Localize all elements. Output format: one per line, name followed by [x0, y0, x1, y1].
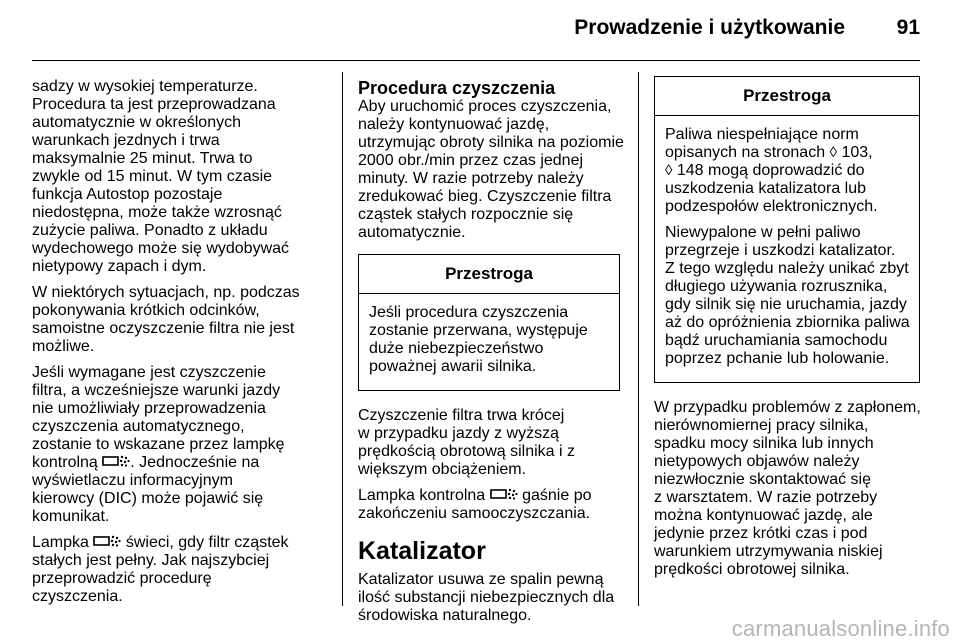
text-line: Jeśli wymagane jest czyszczenie [32, 364, 266, 381]
text-line: zużycie paliwa. Ponadto z układu [32, 222, 268, 239]
text-line: z warsztatem. W razie potrzeby [654, 489, 878, 506]
dpf-warning-lamp-icon [490, 487, 518, 501]
text-line: samoistne oczyszczenie filtra nie jest [32, 320, 295, 337]
dpf-warning-lamp-icon [93, 534, 121, 548]
text-line: kierowcy (DIC) może pojawić się [32, 490, 264, 507]
text-line: prędkością obrotową silnika i z [358, 443, 575, 460]
paragraph-filter-full [32, 534, 324, 606]
text-fragment: świeci, gdy filtr cząstek [125, 534, 289, 551]
text-line: bądź uruchamiania samochodu [665, 332, 888, 349]
text-line: gdy silnik się nie uruchamia, jazdy [665, 296, 907, 313]
paragraph-short-trips [32, 284, 324, 356]
text-line: Paliwa niespełniające norm [665, 126, 859, 143]
text-line: jedynie przez krótki czas i pod [654, 525, 868, 542]
text-line: duże niebezpieczeństwo [369, 340, 544, 357]
text-line: nierównomiernej pracy silnika, [654, 417, 869, 434]
paragraph-cleaning-duration [358, 407, 620, 479]
caution-text-unburnt-fuel [665, 224, 909, 368]
text-fragment: . Jednocześnie na [130, 454, 260, 471]
caution-text-fuel [665, 126, 909, 216]
text-line: Z tego względu należy unikać zbyt [665, 260, 909, 277]
text-line: ilość substancji niebezpiecznych dla [358, 589, 615, 606]
text-line: większym obciążeniem. [358, 461, 527, 478]
text-fragment: Lampka kontrolna [358, 487, 486, 504]
column-left [32, 78, 324, 614]
page-reference-icon[interactable]: ◊ [665, 162, 673, 179]
text-line: W niektórych sytuacjach, np. podczas [32, 284, 300, 301]
caution-title: Przestroga [655, 77, 919, 116]
paragraph-ignition-problems [654, 399, 920, 579]
paragraph-lamp-off [358, 487, 620, 523]
section-heading-cleaning-procedure: Procedura czyszczenia [358, 78, 556, 98]
text-line: Katalizator usuwa ze spalin pewną [358, 571, 604, 588]
text-line: sadzy w wysokiej temperaturze. [32, 78, 258, 95]
text-line: poprzez pchanie lub holowanie. [665, 350, 890, 367]
text-line: długiego używania rozrusznika, [665, 278, 888, 295]
text-line: utrzymując obroty silnika na poziomie [358, 134, 624, 151]
text-line: W przypadku problemów z zapłonem, [654, 399, 921, 416]
text-line: minuty. W razie potrzeby należy [358, 170, 584, 187]
text-line: Czyszczenie filtra trwa krócej [358, 407, 565, 424]
text-line: niezwłocznie skontaktować się [654, 471, 871, 488]
text-line: należy kontynuować jazdę, [358, 116, 550, 133]
text-line: uszkodzenia katalizatora lub [665, 180, 867, 197]
text-line: spadku mocy silnika lub innych [654, 435, 874, 452]
text-line: można kontynuować jazdę, ale [654, 507, 873, 524]
page-number: 91 [896, 16, 920, 39]
column-divider-2 [638, 72, 639, 606]
text-line: zostanie przerwana, występuje [369, 322, 588, 339]
text-line: zwykle od 15 minut. W tym czasie [32, 168, 273, 185]
text-line: Aby uruchomić proces czyszczenia, [358, 98, 612, 115]
text-line: nietypowy zapach i dym. [32, 258, 207, 275]
text-line: maksymalnie 25 minut. Trwa to [32, 150, 253, 167]
text-fragment: gaśnie po [522, 487, 592, 504]
paragraph-cleaning-start [358, 98, 624, 242]
text-line: cząstek stałych rozpocznie się [358, 206, 574, 223]
text-line: Jeśli procedura czyszczenia [369, 304, 569, 321]
watermark-logo: carmanualsonline.info [731, 616, 950, 641]
caution-box [358, 254, 620, 391]
text-line: Procedura ta jest przeprowadzana [32, 96, 276, 113]
text-line: możliwe. [32, 338, 95, 355]
text-line: nietypowych objawów należy [654, 453, 860, 470]
column-right [654, 76, 920, 587]
text-line: niedostępna, może także wzrosnąć [32, 204, 282, 221]
text-line: środowiska naturalnego. [358, 607, 532, 624]
text-fragment: kontrolną [32, 454, 98, 471]
caution-title: Przestroga [359, 255, 619, 294]
text-line: filtra, a wcześniejsze warunki jazdy [32, 382, 281, 399]
section-heading-catalyst: Katalizator [358, 537, 486, 565]
text-line: wyświetlaczu informacyjnym [32, 472, 233, 489]
text-line: nie umożliwiały przeprowadzenia [32, 400, 266, 417]
text-line: stałych jest pełny. Jak najszybciej [32, 552, 270, 569]
text-fragment: 103, [841, 144, 873, 161]
dpf-warning-lamp-icon [102, 454, 130, 468]
text-line: czyszczenia. [32, 588, 123, 605]
text-line: zostanie to wskazane przez lampkę [32, 436, 285, 453]
text-line: czyszczenia automatycznego, [32, 418, 245, 435]
text-line: zredukować bieg. Czyszczenie filtra [358, 188, 612, 205]
paragraph-continuation [32, 78, 324, 276]
paragraph-catalyst [358, 571, 620, 625]
text-line: zakończeniu samooczyszczania. [358, 505, 591, 522]
text-line: w przypadku jazdy z wyższą [358, 425, 559, 442]
text-line: Niewypalone w pełni paliwo [665, 224, 861, 241]
text-fragment: Lampka [32, 534, 89, 551]
paragraph-cleaning-required [32, 364, 324, 526]
text-line: przeprowadzić procedurę [32, 570, 212, 587]
text-fragment: 148 mogą doprowadzić do [676, 162, 865, 179]
text-line: podzespołów elektronicznych. [665, 198, 878, 215]
caution-text [369, 304, 609, 376]
text-line: funkcja Autostop pozostaje [32, 186, 223, 203]
text-line: automatycznie w określonych [32, 114, 241, 131]
text-line: pokonywania krótkich odcinków, [32, 302, 260, 319]
header-divider [32, 60, 920, 61]
text-line: przegrzeje i uszkodzi katalizator. [665, 242, 896, 259]
page-reference-icon[interactable]: ◊ [829, 144, 837, 161]
column-middle [358, 78, 624, 633]
text-line: warunkach jezdnych i trwa [32, 132, 220, 149]
page-header-title: Prowadzenie i użytkowanie [574, 16, 845, 39]
text-line: prędkości obrotowej silnika. [654, 561, 850, 578]
text-line: automatycznie. [358, 224, 466, 241]
text-line: komunikat. [32, 508, 110, 525]
text-line: aż do opróżnienia zbiornika paliwa [665, 314, 910, 331]
caution-box [654, 76, 920, 383]
column-divider-1 [342, 72, 343, 606]
text-line: warunkiem utrzymywania niskiej [654, 543, 883, 560]
text-line: poważnej awarii silnika. [369, 358, 537, 375]
text-fragment: opisanych na stronach [665, 144, 826, 161]
text-line: 2000 obr./min przez czas jednej [358, 152, 584, 169]
text-line: wydechowego może się wydobywać [32, 240, 290, 257]
